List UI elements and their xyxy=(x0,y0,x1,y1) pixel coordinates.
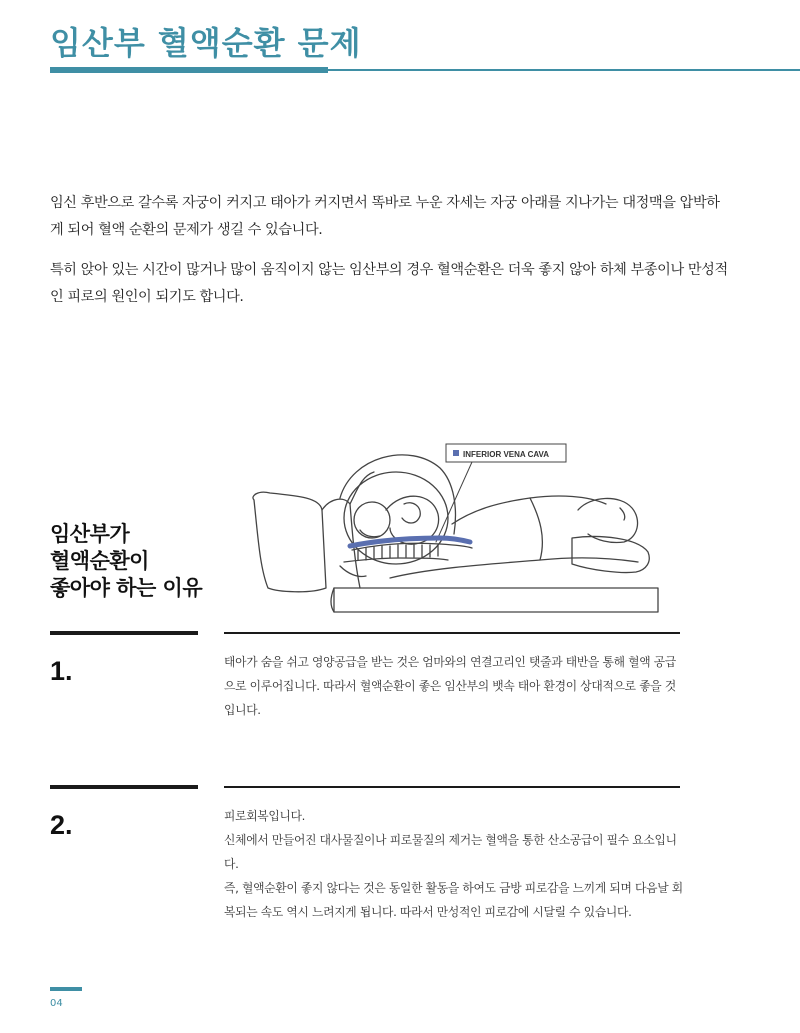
reason-2-paragraph: 즉, 혈액순환이 좋지 않다는 것은 동일한 활동을 하여도 금방 피로감을 느끼게 되며 다음날 회복되는 속도 역시 느려지게 됩니다. 따라서 만성적인 피로감에 시달릴 수 있습니다. xyxy=(224,881,683,919)
section-heading-line: 혈액순환이 xyxy=(50,549,149,573)
reason-2-rule-thin xyxy=(224,786,680,788)
title-underline-bar xyxy=(50,67,328,73)
reason-1-paragraph: 태아가 숨을 쉬고 영양공급을 받는 것은 엄마와의 연결고리인 탯줄과 태반을 통해 혈액 공급으로 이루어집니다. 따라서 혈액순환이 좋은 임산부의 뱃속 태아 환경이 상대적으로 좋을 것입니다. xyxy=(224,655,676,717)
section-heading-line: 좋아야 하는 이유 xyxy=(50,576,203,600)
pregnant-woman-lying-illustration xyxy=(240,438,660,616)
footer-accent-bar xyxy=(50,987,82,991)
reason-1-rule-thick xyxy=(50,631,198,635)
reason-2-paragraph: 피로회복입니다. xyxy=(224,809,306,823)
page-number: 04 xyxy=(50,998,63,1009)
reason-2-text xyxy=(224,804,684,924)
inferior-vena-cava-label: INFERIOR VENA CAVA xyxy=(463,450,550,459)
intro-text xyxy=(50,190,730,324)
reason-2-rule-thick xyxy=(50,785,198,789)
reason-1-number: 1. xyxy=(50,656,73,686)
reason-1-rule-thin xyxy=(224,632,680,634)
legend-swatch xyxy=(453,450,459,456)
page-title: 임산부 혈액순환 문제 xyxy=(50,24,362,62)
section-heading xyxy=(50,521,202,602)
intro-paragraph: 임신 후반으로 갈수록 자궁이 커지고 태아가 커지면서 똑바로 누운 자세는 자궁 아래를 지나가는 대정맥을 압박하게 되어 혈액 순환의 문제가 생길 수 있습니다. xyxy=(50,195,720,238)
intro-paragraph: 특히 앉아 있는 시간이 많거나 많이 움직이지 않는 임산부의 경우 혈액순환은 더욱 좋지 않아 하체 부종이나 만성적인 피로의 원인이 되기도 합니다. xyxy=(50,262,728,305)
title-underline-line xyxy=(328,69,800,71)
reason-2-paragraph: 신체에서 만들어진 대사물질이나 피로물질의 제거는 혈액을 통한 산소공급이 필수 요소입니다. xyxy=(224,833,677,871)
reason-1-text xyxy=(224,650,684,722)
reason-2-number: 2. xyxy=(50,810,73,840)
section-heading-line: 임산부가 xyxy=(50,522,130,546)
